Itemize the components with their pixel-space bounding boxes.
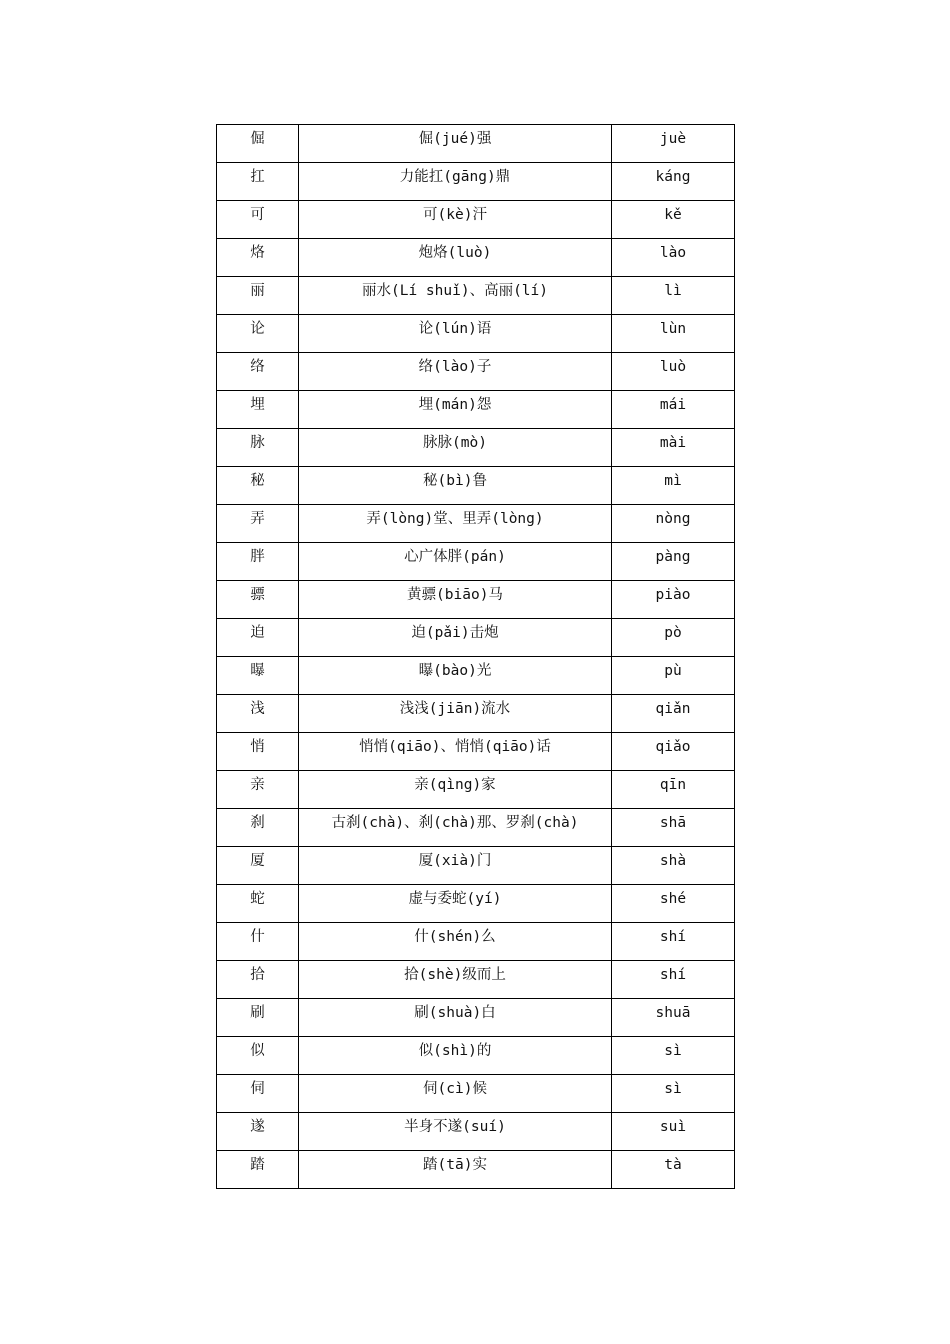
pinyin-cell: shí	[612, 923, 735, 961]
word-example-cell: 半身不遂(suí)	[299, 1113, 612, 1151]
pinyin-cell: nòng	[612, 505, 735, 543]
char-cell: 络	[217, 353, 299, 391]
word-example-cell: 力能扛(gāng)鼎	[299, 163, 612, 201]
pinyin-cell: shà	[612, 847, 735, 885]
pinyin-cell: suì	[612, 1113, 735, 1151]
char-cell: 骠	[217, 581, 299, 619]
table-row	[217, 1151, 735, 1189]
word-example-cell: 似(shì)的	[299, 1037, 612, 1075]
word-example-cell: 丽水(Lí shuǐ)、高丽(lí)	[299, 277, 612, 315]
word-example-cell: 伺(cì)候	[299, 1075, 612, 1113]
char-cell: 伺	[217, 1075, 299, 1113]
table-row	[217, 771, 735, 809]
word-example-cell: 迫(pǎi)击炮	[299, 619, 612, 657]
char-cell: 亲	[217, 771, 299, 809]
word-example-cell: 古刹(chà)、刹(chà)那、罗刹(chà)	[299, 809, 612, 847]
pinyin-cell: shí	[612, 961, 735, 999]
word-example-cell: 脉脉(mò)	[299, 429, 612, 467]
char-cell: 脉	[217, 429, 299, 467]
word-example-cell: 亲(qìng)家	[299, 771, 612, 809]
pinyin-cell: qiǎo	[612, 733, 735, 771]
table-row	[217, 733, 735, 771]
char-cell: 刷	[217, 999, 299, 1037]
pinyin-cell: qīn	[612, 771, 735, 809]
pinyin-cell: pàng	[612, 543, 735, 581]
pinyin-cell: pù	[612, 657, 735, 695]
table-row	[217, 277, 735, 315]
pinyin-cell: lùn	[612, 315, 735, 353]
word-example-cell: 虚与委蛇(yí)	[299, 885, 612, 923]
pinyin-cell: piào	[612, 581, 735, 619]
table-row	[217, 619, 735, 657]
pinyin-cell: shuā	[612, 999, 735, 1037]
word-example-cell: 曝(bào)光	[299, 657, 612, 695]
word-example-cell: 倔(jué)强	[299, 125, 612, 163]
table-row	[217, 201, 735, 239]
table-row	[217, 315, 735, 353]
char-cell: 厦	[217, 847, 299, 885]
char-cell: 似	[217, 1037, 299, 1075]
table-row	[217, 961, 735, 999]
char-cell: 论	[217, 315, 299, 353]
pinyin-cell: sì	[612, 1037, 735, 1075]
table-row	[217, 581, 735, 619]
table-row	[217, 391, 735, 429]
pinyin-cell: luò	[612, 353, 735, 391]
char-cell: 遂	[217, 1113, 299, 1151]
char-cell: 秘	[217, 467, 299, 505]
char-cell: 悄	[217, 733, 299, 771]
word-example-cell: 埋(mán)怨	[299, 391, 612, 429]
char-cell: 丽	[217, 277, 299, 315]
word-example-cell: 踏(tā)实	[299, 1151, 612, 1189]
pinyin-cell: mài	[612, 429, 735, 467]
pinyin-cell: shé	[612, 885, 735, 923]
pinyin-cell: lào	[612, 239, 735, 277]
char-cell: 刹	[217, 809, 299, 847]
char-cell: 踏	[217, 1151, 299, 1189]
table-row	[217, 847, 735, 885]
table-row	[217, 809, 735, 847]
table-row	[217, 467, 735, 505]
word-example-cell: 可(kè)汗	[299, 201, 612, 239]
pinyin-cell: tà	[612, 1151, 735, 1189]
table-row	[217, 429, 735, 467]
pronunciation-table	[216, 124, 735, 1189]
char-cell: 可	[217, 201, 299, 239]
char-cell: 烙	[217, 239, 299, 277]
table-row	[217, 1037, 735, 1075]
word-example-cell: 什(shén)么	[299, 923, 612, 961]
char-cell: 弄	[217, 505, 299, 543]
table-row	[217, 353, 735, 391]
table-body	[217, 125, 735, 1189]
word-example-cell: 厦(xià)门	[299, 847, 612, 885]
char-cell: 浅	[217, 695, 299, 733]
word-example-cell: 弄(lòng)堂、里弄(lòng)	[299, 505, 612, 543]
word-example-cell: 络(lào)子	[299, 353, 612, 391]
word-example-cell: 拾(shè)级而上	[299, 961, 612, 999]
char-cell: 埋	[217, 391, 299, 429]
char-cell: 什	[217, 923, 299, 961]
table-row	[217, 505, 735, 543]
char-cell: 倔	[217, 125, 299, 163]
table-row	[217, 695, 735, 733]
pinyin-cell: pò	[612, 619, 735, 657]
word-example-cell: 炮烙(luò)	[299, 239, 612, 277]
pinyin-cell: sì	[612, 1075, 735, 1113]
pinyin-cell: kě	[612, 201, 735, 239]
pinyin-cell: qiǎn	[612, 695, 735, 733]
pinyin-cell: mì	[612, 467, 735, 505]
word-example-cell: 秘(bì)鲁	[299, 467, 612, 505]
word-example-cell: 浅浅(jiān)流水	[299, 695, 612, 733]
pinyin-cell: juè	[612, 125, 735, 163]
pinyin-cell: shā	[612, 809, 735, 847]
word-example-cell: 刷(shuà)白	[299, 999, 612, 1037]
table-row	[217, 657, 735, 695]
pinyin-cell: káng	[612, 163, 735, 201]
char-cell: 扛	[217, 163, 299, 201]
table-row	[217, 163, 735, 201]
table-row	[217, 543, 735, 581]
word-example-cell: 心广体胖(pán)	[299, 543, 612, 581]
char-cell: 迫	[217, 619, 299, 657]
word-example-cell: 论(lún)语	[299, 315, 612, 353]
pinyin-cell: lì	[612, 277, 735, 315]
table-row	[217, 1113, 735, 1151]
table-row	[217, 885, 735, 923]
pinyin-cell: mái	[612, 391, 735, 429]
table-row	[217, 125, 735, 163]
table-row	[217, 239, 735, 277]
word-example-cell: 黄骠(biāo)马	[299, 581, 612, 619]
table-row	[217, 1075, 735, 1113]
char-cell: 胖	[217, 543, 299, 581]
char-cell: 曝	[217, 657, 299, 695]
char-cell: 拾	[217, 961, 299, 999]
word-example-cell: 悄悄(qiāo)、悄悄(qiāo)话	[299, 733, 612, 771]
table-row	[217, 923, 735, 961]
char-cell: 蛇	[217, 885, 299, 923]
table-row	[217, 999, 735, 1037]
